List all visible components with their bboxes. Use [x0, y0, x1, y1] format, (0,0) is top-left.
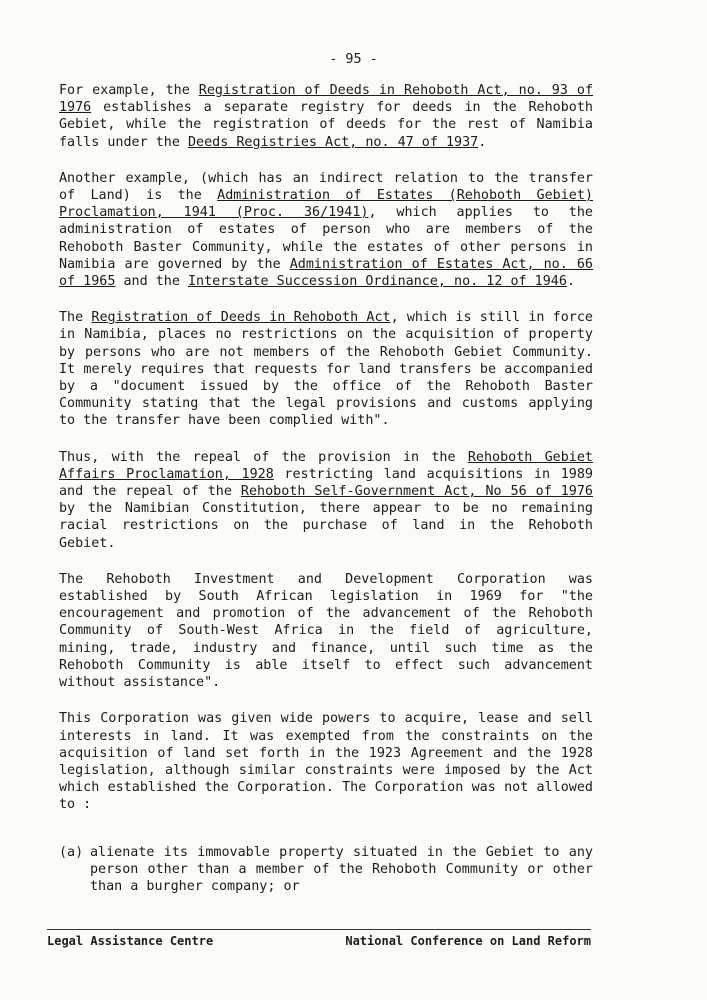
page-number: - 95 -: [329, 52, 378, 67]
footer-rule: [47, 929, 591, 930]
paragraph-2: [59, 170, 593, 290]
list-label: (a): [59, 844, 84, 860]
text-span: by the Namibian Constitution, there appear to be no remaining racial restrictions on the purchase of land in the Rehoboth Gebiet.: [59, 501, 593, 551]
footer-left: Legal Assistance Centre: [47, 934, 214, 948]
legal-citation: Administration of Estates (Rehoboth Gebiet) Proclamation, 1941 (Proc. 36/1941): [59, 188, 593, 221]
legal-citation: Rehoboth Self-Government Act, No 56 of 1976: [240, 484, 593, 500]
text-span: establishes a separate registry for deeds in the Rehoboth Gebiet, while the registration of deeds for the rest of Namibia falls under the: [59, 100, 593, 150]
text-span: .: [478, 134, 487, 150]
legal-citation: Rehoboth Gebiet Affairs Proclamation, 1928: [59, 449, 593, 482]
paragraph-3: [59, 309, 593, 429]
paragraph-4: [59, 449, 593, 552]
legal-citation: Registration of Deeds in Rehoboth Act, no. 93 of 1976: [59, 83, 593, 116]
legal-citation: Administration of Estates Act, no. 66 of 1965: [59, 256, 593, 290]
text-span: This Corporation was given wide powers to acquire, lease and sell interests in land. It was exempted from the constraints on the acquisition of land set forth in the 1923 Agreement and the 1928 legislation, although similar constraints were imposed by the Act which established the Corporation. The Corporation was not allowed to :: [59, 711, 593, 813]
paragraph-1: [59, 82, 593, 151]
list-text: alienate its immovable property situated in the Gebiet to any person other than a member of the Rehoboth Community or other than a burgher company; or: [90, 844, 593, 894]
text-span: The Rehoboth Investment and Development Corporation was established by South African legislation in 1969 for "the encouragement and promotion of the advancement of the Rehoboth Community of South-West Africa in the field of agriculture, mining, trade, industry and finance, until such time as the Rehoboth Community is able itself to effect such advancement without assistance".: [59, 571, 593, 691]
text-span: , which applies to the administration of estates of person who are members of the Rehoboth Baster Community, while the estates of other persons in Namibia are governed by the: [59, 205, 593, 272]
text-span: and the: [115, 274, 188, 290]
text-span: Thus, with the repeal of the provision in the: [59, 449, 468, 465]
text-span: For example, the: [59, 83, 199, 98]
text-span: , which is still in force in Namibia, places no restrictions on the acquisition of property by persons who are not members of the Rehoboth Gebiet Community. It merely requires that requests for land transfers be accompanied by a "document issued by the office of the Rehoboth Baster Community stating that the legal provisions and customs applying to the transfer have been complied with".: [59, 310, 593, 429]
page-body: [59, 82, 593, 895]
footer: [47, 934, 591, 948]
text-span: .: [566, 274, 575, 290]
legal-citation: Deeds Registries Act, no. 47 of 1937: [188, 134, 479, 150]
text-span: restricting land acquisitions in 1989 and the repeal of the: [59, 466, 593, 500]
legal-citation: Registration of Deeds in Rehoboth Act: [91, 310, 391, 326]
text-span: Another example, (which has an indirect relation to the transfer of Land) is the: [59, 170, 593, 204]
list-item-a: [59, 844, 593, 896]
legal-citation: Interstate Succession Ordinance, no. 12 of 1946: [188, 274, 567, 290]
paragraph-6: [59, 710, 593, 813]
text-span: The: [59, 310, 92, 326]
paragraph-5: [59, 571, 593, 691]
footer-right: National Conference on Land Reform: [345, 934, 591, 948]
